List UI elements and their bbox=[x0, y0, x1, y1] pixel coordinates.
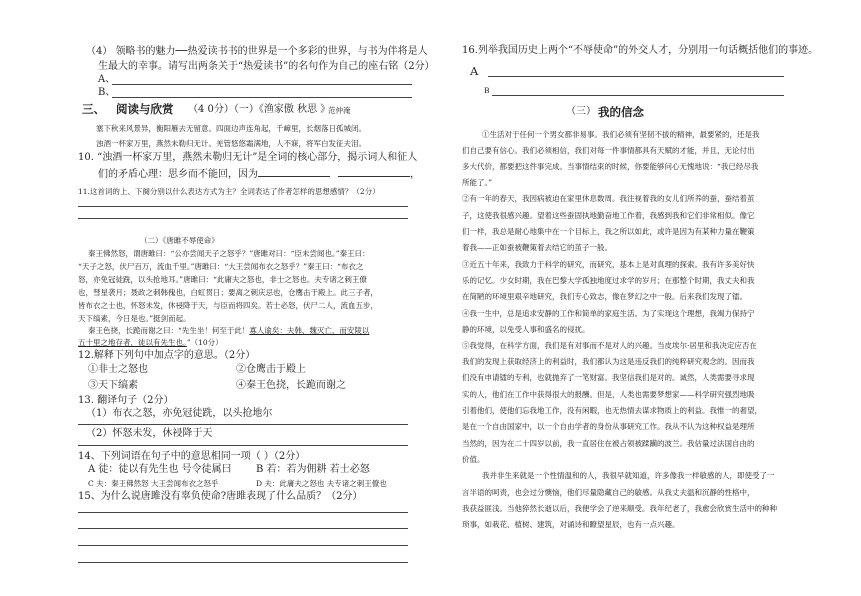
paragraph-line: ①生活对于任何一个男女都非易事。我们必须有坚韧不拔的精神，最要紧的，还是我 bbox=[482, 130, 760, 139]
q10-blank-1[interactable] bbox=[258, 176, 330, 177]
q4-answer-a-line[interactable] bbox=[112, 84, 412, 85]
paragraph-line: 我们的发现上获取经济上的利益时，我们都认为这是违反我们的纯粹研究观念的。因而我 bbox=[462, 357, 755, 366]
section3-score: （4 0分）（一）《渔家傲 秋思 》 bbox=[188, 104, 331, 115]
paragraph-line: 价值。 bbox=[462, 455, 485, 464]
text-line-4: 也，彗星袭月；聂政之刺韩傀也，白虹贯日；要离之刺庆忌也，仓鹰击于殿上。此三子者， bbox=[78, 288, 378, 297]
paragraph-line: 多大代价，都要把这件事完成。当事情结束的时候，你要能够问心无愧地说：“我已经尽我 bbox=[462, 162, 759, 171]
q15-answer-line-4[interactable] bbox=[78, 562, 408, 563]
paragraph-line: 在简陋的环境里艰辛地研究，我们专心致志，像在梦幻之中一般。后来我们发现了镭。 bbox=[462, 292, 747, 301]
text-line-8: 五十里之地存者，徒以有先生也。”（10分） bbox=[78, 338, 223, 347]
text-line-7: 秦王色挠，长跪而谢之曰：“先生坐！何至于此！寡人谕矣：夫韩、魏灭亡，而安陵以 bbox=[88, 326, 370, 335]
paragraph-line: 们一样，我总是耐心地集中在一个目标上，我之所以如此，或许是因为有某种力量在鞭策 bbox=[462, 227, 755, 236]
paragraph-line: 所能了。” bbox=[462, 178, 493, 187]
paragraph-line: 言半语的呵责，也会过分懊恼，他们尽量隐藏自己的敏感。从我丈夫温和沉静的性格中， bbox=[462, 488, 755, 497]
q14-option-b[interactable]: B 若：若为佣耕 若士必怒 bbox=[256, 464, 370, 475]
q10-text: 10. “浊酒一杯家万里，燕然未勒归无计”是全词的核心部分，揭示词人和征人 bbox=[78, 152, 418, 163]
q14-text: 14、下列词语在句子中的意思相同一项（ ）（2分） bbox=[78, 451, 306, 462]
q16-answer-b-line[interactable] bbox=[492, 95, 784, 96]
q11-answer-line-2[interactable] bbox=[78, 218, 408, 219]
paragraph-line: 子，这使我很感兴趣。望着这些蚕固执地勤奋地工作着，我感到我和它们非常相似。像它 bbox=[462, 211, 755, 220]
section3-number: 三、 bbox=[82, 102, 105, 116]
q12-item-3: ③天下缟素 bbox=[88, 380, 138, 391]
paragraph-line: ⑤我觉得，在科学方面，我们是有对事而不是对人的兴趣。当皮埃尔·居里和我决定应否在 bbox=[462, 341, 757, 350]
paragraph-line: 是在一个自由国家中，以一个自由学者的身份从事研究工作。我从不认为这种权益是理所 bbox=[462, 422, 755, 431]
q12-item-4: ④秦王色挠，长跪而谢之 bbox=[236, 380, 346, 391]
q10-text-2: 们的矛盾心理：思乡而不能回，因为 ， bbox=[98, 169, 420, 180]
q12-item-2: ②仓鹰击于殿上 bbox=[236, 364, 306, 375]
q16-answer-a-line[interactable] bbox=[488, 76, 784, 77]
q12-item-1: ①非士之怒也 bbox=[88, 364, 148, 375]
paragraph-line: 着我——正如蚕被鞭策着去结它的茧子一般。 bbox=[462, 243, 612, 252]
section3-title: 阅读与欣赏 bbox=[116, 102, 174, 116]
text-line-2: “天子之怒，伏尸百万，流血千里。”唐雎曰：“大王尝闻布衣之怒乎？”秦王曰：“布衣之 bbox=[78, 262, 364, 271]
text-line-3: 怒，亦免冠徒跣，以头抢地耳。”唐雎曰：“此庸夫之怒也，非士之怒也。夫专诸之刺王僚 bbox=[78, 275, 367, 284]
section2-title: （二）《唐雎不辱使命》 bbox=[140, 236, 219, 245]
paragraph-line: 们没有申请镭的专利，也就抛弃了一笔财富。我坚信我们是对的。诚然，人类需要寻求现 bbox=[462, 373, 755, 382]
reading3-title: 我的信念 bbox=[598, 105, 644, 119]
paragraph-line: 引着他们，使他们忘我地工作，没有闲暇，也无热情去谋求物质上的利益。我惟一的奢望， bbox=[462, 406, 762, 415]
paragraph-line: 我并非生来就是一个性情温和的人，我很早就知道，许多像我一样敏感的人，即使受了一 bbox=[482, 471, 775, 480]
paragraph-line: ③近五十年来，我致力于科学的研究，而研究，基本上是对真理的探索。我有许多美好快 bbox=[462, 260, 755, 269]
q13-text: 13. 翻译句子（2分） bbox=[78, 395, 174, 406]
q15-answer-line-3[interactable] bbox=[78, 545, 408, 546]
q14-option-c[interactable]: C 夫：秦王佛然怒 大王尝闻布衣之怒乎 bbox=[88, 479, 219, 488]
q4-answer-b-line[interactable] bbox=[112, 97, 412, 98]
q13-answer-line-2[interactable] bbox=[78, 445, 408, 446]
q4-answer-b-label: B、 bbox=[98, 87, 116, 98]
text-line-1: 秦王怫然怒，谓唐雎曰：“公亦尝闻天子之怒乎？”唐雎对曰：“臣未尝闻也。”秦王曰： bbox=[88, 249, 370, 258]
paragraph-line: ②有一年的春天，我因病被迫在家里休息数周。我注视着我的女儿们所养的蚕，蚕结着茧 bbox=[462, 194, 755, 203]
paragraph-line: ④我一生中，总是追求安静的工作和简单的家庭生活。为了实现这个理想，我竭力保持宁 bbox=[462, 309, 755, 318]
q15-answer-line-2[interactable] bbox=[78, 528, 408, 529]
text-line-6: 天下缟素，今日是也。”挺剑而起。 bbox=[78, 314, 191, 323]
paragraph-line: 实的人，他们在工作中获得很大的报酬。但是，人类也需要梦想家——科学研究强烈地吸 bbox=[462, 390, 755, 399]
q14-option-a[interactable]: A 徒：徒以有先生也 号令徒属曰 bbox=[88, 464, 232, 475]
q16-text: 16.列举我国历史上两个“不辱使命”的外交人才，分别用一句话概括他们的事迹。 bbox=[462, 45, 819, 56]
q11-answer-line-1[interactable] bbox=[78, 206, 408, 207]
q10-blank-2[interactable] bbox=[338, 176, 410, 177]
text-line-5: 皆布衣之士也，怀怒未发，休祲降于天，与臣而将四矣。若士必怒，伏尸二人，流血五步， bbox=[78, 301, 378, 310]
q15-text: 15、为什么说唐雎没有辜负使命?唐雎表现了什么品质？（2分） bbox=[78, 491, 363, 502]
q4-intro-2: 生最大的幸事。请写出两条关于“热爱读书”的名句作为自己的座右铭（2分） bbox=[98, 61, 435, 72]
paragraph-line: 我获益匪浅。当他猝然长逝以后，我便学会了逆来顺受。我年纪老了，我愈会欣赏生活中的种种 bbox=[462, 504, 777, 513]
q14-option-d[interactable]: D 夫：此庸夫之怒也 夫专诸之刺王僚也 bbox=[256, 479, 387, 488]
q15-answer-line-1[interactable] bbox=[78, 512, 408, 513]
paragraph-line: 乐的记忆。少女时期，我在巴黎大学孤独地度过求学的岁月；在那整个时期，我丈夫和我 bbox=[462, 276, 755, 285]
q4-answer-a-label: A、 bbox=[98, 74, 116, 85]
q16-answer-b-label: B bbox=[484, 86, 490, 95]
q13-answer-line-1[interactable] bbox=[78, 424, 408, 425]
poem-line-2: 浊酒一杯家万里，燕然未勒归无计。羌管悠悠霜满地，人不寐，将军白发征夫泪。 bbox=[96, 139, 366, 148]
q4-intro: （4） 领略书的魅力──热爱读书书的世界是一个多彩的世界，与书为伴将是人 bbox=[86, 46, 428, 57]
q13-item-1: （1）布衣之怒，亦免冠徒跣，以头抢地尔 bbox=[86, 408, 273, 419]
q13-item-2: （2）怀怒未发，休祲降于天 bbox=[86, 428, 213, 439]
paragraph-line: 当然的，因为在二十四岁以前，我一直居住在被占领被蹂躏的波兰。我估量过法国自由的 bbox=[462, 439, 755, 448]
paragraph-line: 静的环境，以免受人事和盛名的侵扰。 bbox=[462, 325, 590, 334]
q16-answer-a-label: A bbox=[470, 64, 479, 78]
q12-text: 12.解释下列句中加点字的意思。（2分） bbox=[78, 350, 256, 361]
paragraph-line: 琐事，如栽花、植树、建筑，对诵诗和瞭望星辰，也有一点兴趣。 bbox=[462, 520, 680, 529]
q11-text: 11.这首词的上、下阕分别以什么表达方式为主？全词表达了作者怎样的思想感情？（2分） bbox=[78, 187, 380, 196]
reading3-number: （三） bbox=[566, 106, 596, 117]
paragraph-line: 们自己要有信心。我们必须相信，我们对每一件事情都具有天赋的才能，并且，无论付出 bbox=[462, 146, 755, 155]
poem-line-1: 塞下秋来风景异，衡阳雁去无留意。四面边声连角起，千嶂里，长烟落日孤城闭。 bbox=[96, 124, 366, 133]
poem-author: 范仲淹 bbox=[328, 106, 351, 115]
